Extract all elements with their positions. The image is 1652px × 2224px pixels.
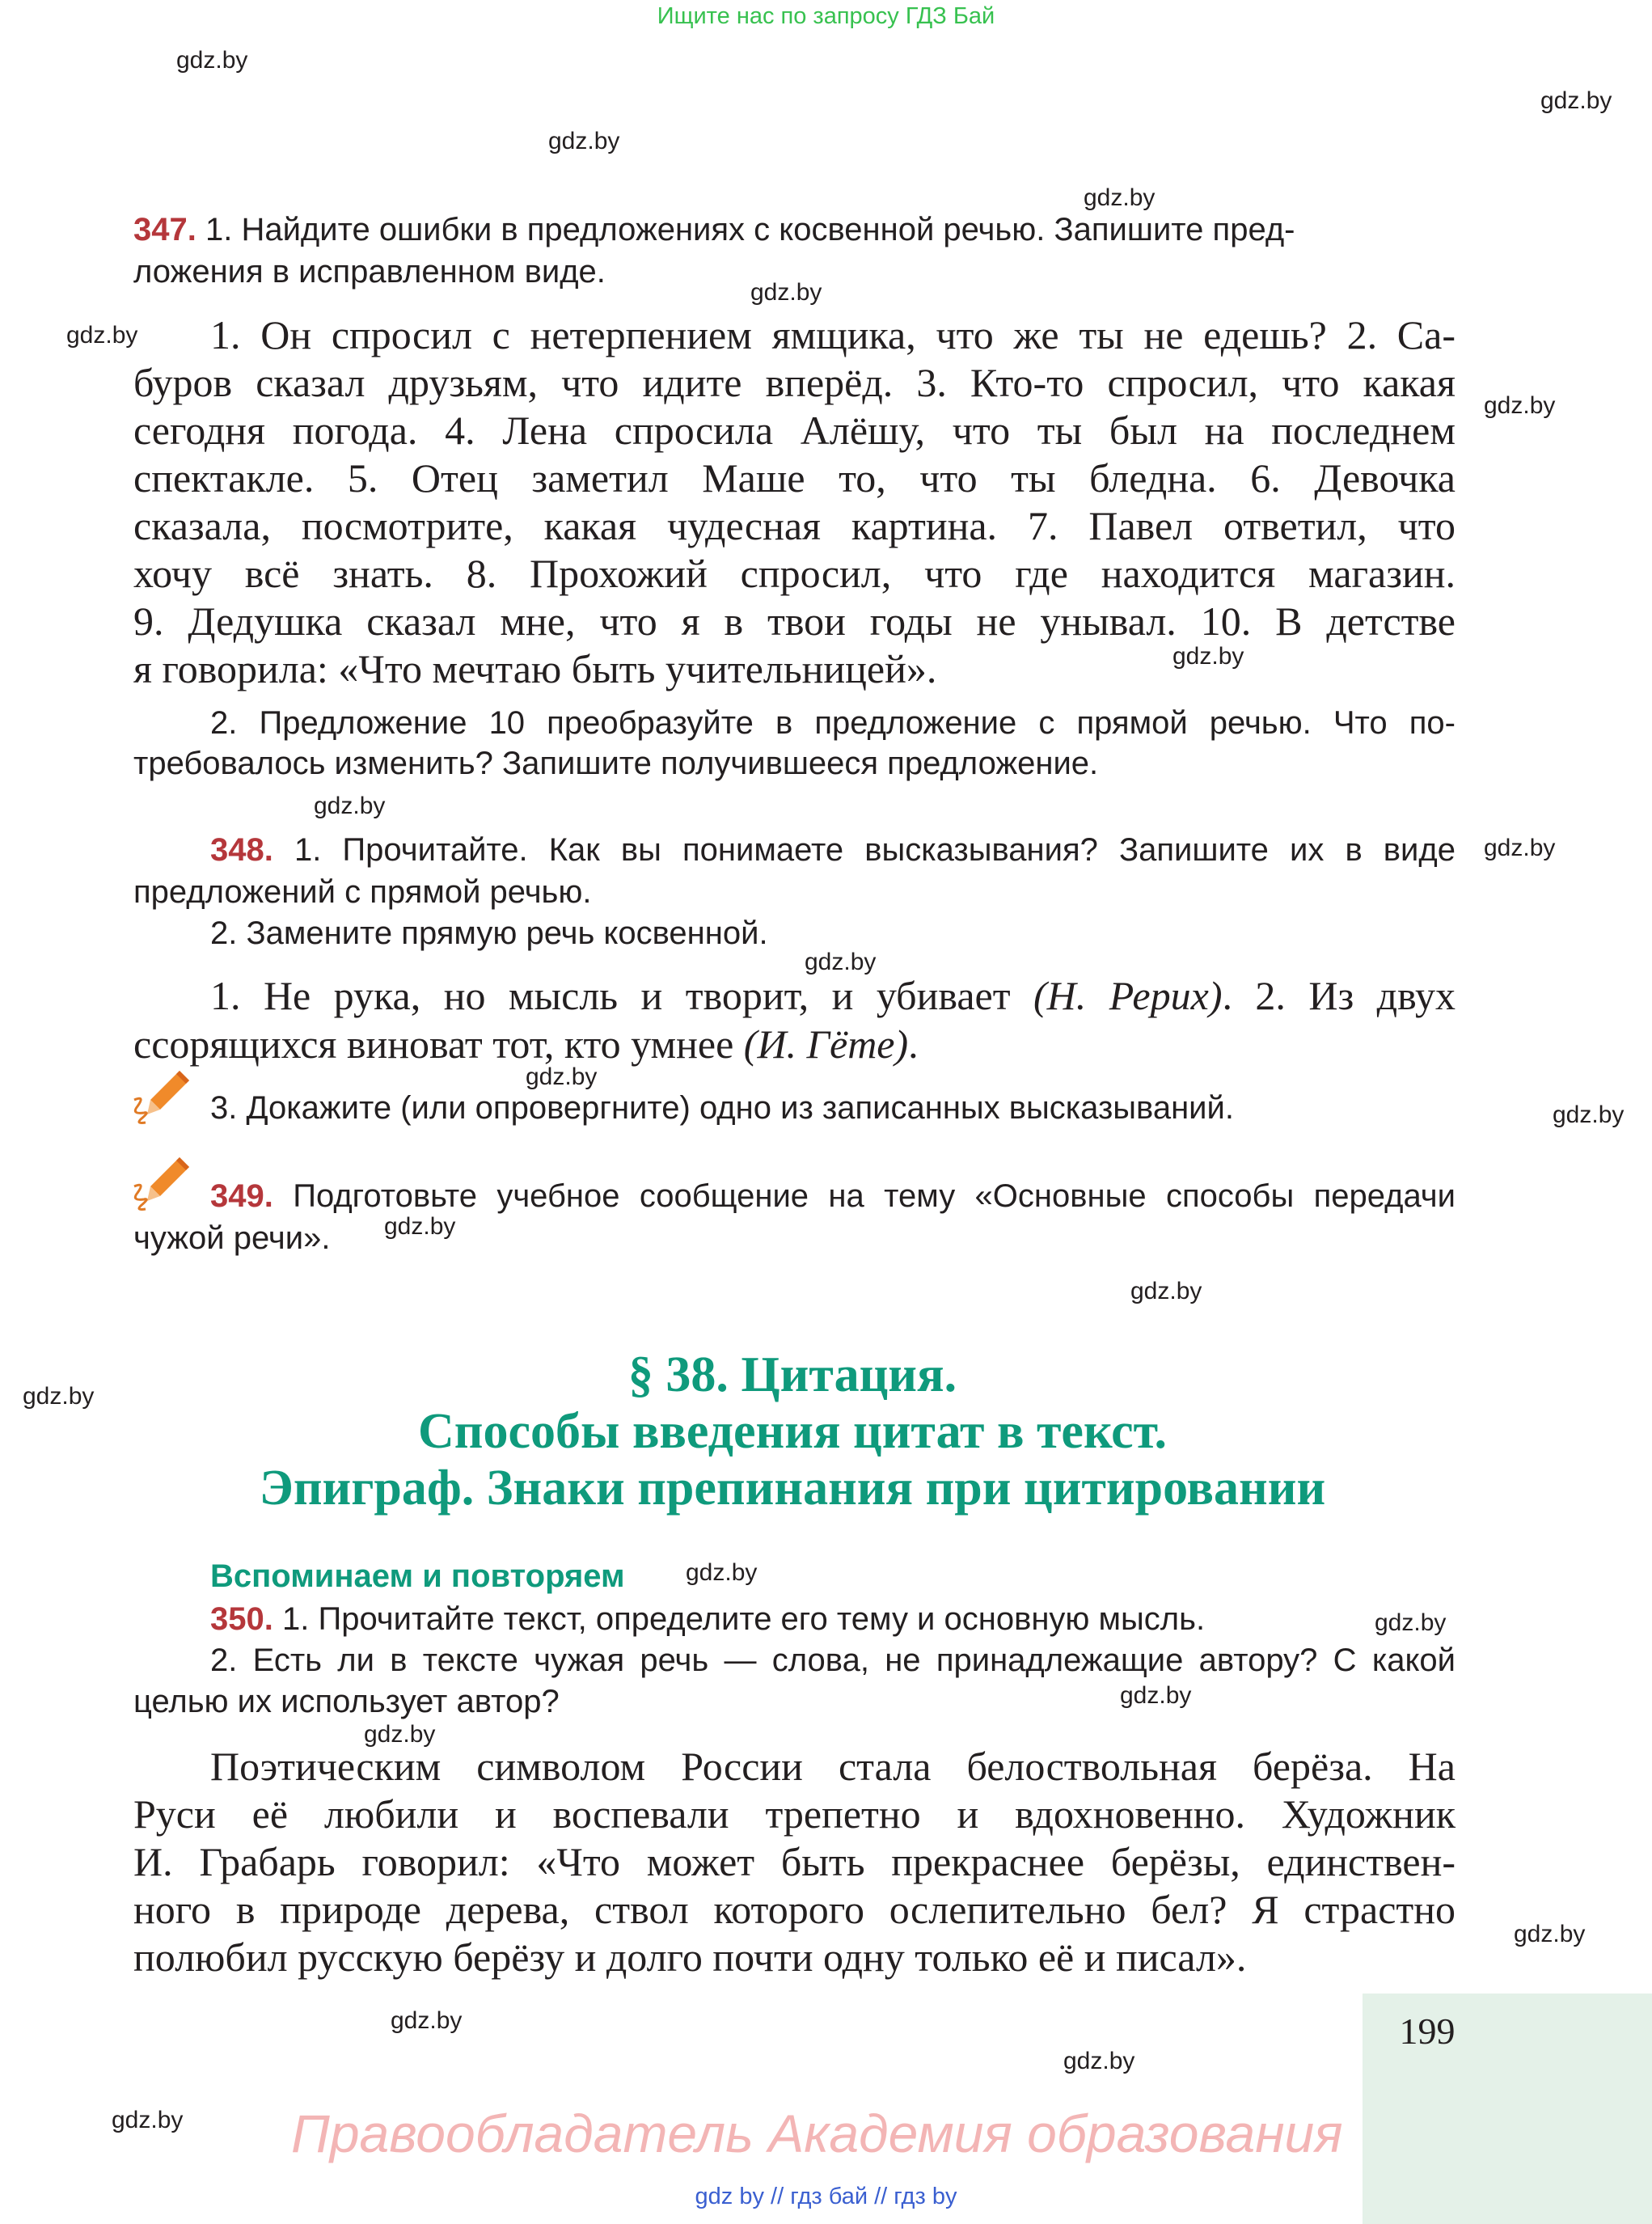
quote-text: . — [908, 1021, 919, 1067]
ex347-task1-line1 — [133, 209, 1456, 251]
watermark: gdz.by — [391, 2007, 463, 2034]
exercise-number: 347. — [133, 212, 196, 247]
watermark: gdz.by — [526, 1063, 598, 1090]
task-text: 1. Прочитайте текст, определите его тему и основную мысль. — [273, 1601, 1206, 1637]
ex347-task2-line2: требовалось изменить? Запишите получившееся предложение. — [133, 746, 1099, 781]
watermark: gdz.by — [750, 279, 822, 306]
text-line: сегодня погода. 4. Лена спросила Алёшу, что ты был на последнем — [133, 408, 1456, 453]
watermark: gdz.by — [66, 322, 138, 349]
watermark: gdz.by — [112, 2107, 184, 2133]
section-heading-line3: Эпиграф. Знаки препинания при цитировании — [259, 1461, 1326, 1516]
exercise-number: 349. — [210, 1178, 273, 1214]
text-line: Поэтическим символом России стала белоствольная берёза. На — [210, 1744, 1456, 1789]
page-number: 199 — [1399, 2010, 1456, 2052]
text-line: 9. Дедушка сказал мне, что я в твои годы не унывал. 10. В детстве — [133, 598, 1456, 644]
ex349-line1 — [210, 1175, 1456, 1217]
watermark: gdz.by — [1484, 392, 1556, 419]
watermark: gdz.by — [1514, 1921, 1586, 1947]
pencil-icon — [129, 1066, 194, 1131]
ex348-task2: 2. Замените прямую речь косвенной. — [210, 915, 768, 951]
watermark: gdz.by — [364, 1721, 436, 1748]
top-banner[interactable]: Ищите нас по запросу ГДЗ Бай — [657, 3, 995, 29]
exercise-number: 348. — [210, 832, 273, 868]
watermark: gdz.by — [1553, 1101, 1625, 1128]
text-line: я говорила: «Что мечтаю быть учительницей». — [133, 646, 937, 691]
section-heading-line2: Способы введения цитат в текст. — [418, 1404, 1167, 1459]
watermark: gdz.by — [1120, 1682, 1192, 1709]
watermark: gdz.by — [1084, 184, 1156, 211]
ex348-task3: 3. Докажите (или опровергните) одно из записанных высказываний. — [210, 1090, 1234, 1126]
text-line: полюбил русскую берёзу и долго почти одну только её и писал». — [133, 1934, 1247, 1980]
quote-text: . 2. Из двух — [1222, 973, 1456, 1018]
text-line: И. Грабарь говорил: «Что может быть прекраснее берёзы, единствен- — [133, 1839, 1456, 1884]
bottom-links[interactable]: gdz by // гдз бай // гдз by — [695, 2184, 957, 2209]
task-text: 1. Найдите ошибки в предложениях с косвенной речью. Запишите пред- — [196, 212, 1295, 247]
watermark: gdz.by — [1375, 1609, 1447, 1636]
quote-text: ссорящихся виноват тот, кто умнее — [133, 1021, 744, 1067]
section-heading-line1: § 38. Цитация. — [627, 1347, 957, 1402]
watermark: gdz.by — [176, 47, 248, 74]
ex350-text — [133, 1743, 1456, 1981]
text-line: 1. Он спросил с нетерпением ямщика, что же ты не едешь? 2. Са- — [210, 312, 1456, 357]
ex350-task2-line2: целью их использует автор? — [133, 1684, 560, 1719]
text-line: ного в природе дерева, ствол которого ослепительно бел? Я страстно — [133, 1887, 1456, 1932]
exercise-number: 350. — [210, 1601, 273, 1637]
text-line: буров сказал друзьям, что идите вперёд. 3. Кто-то спросил, что какая — [133, 360, 1456, 405]
pencil-icon — [129, 1152, 194, 1217]
ex350-task2-line1: 2. Есть ли в тексте чужая речь — слова, не принадлежащие автору? С какой — [210, 1643, 1456, 1678]
watermark: gdz.by — [1540, 87, 1612, 114]
watermark: gdz.by — [805, 949, 877, 975]
text-line: спектакле. 5. Отец заметил Маше то, что ты бледна. 6. Девочка — [133, 455, 1456, 501]
watermark: gdz.by — [686, 1559, 758, 1586]
ex350-task1 — [210, 1598, 1456, 1640]
quote-author: (И. Гёте) — [743, 1021, 909, 1067]
watermark: gdz.by — [1484, 835, 1556, 861]
ex347-task1-line2: ложения в исправленном виде. — [133, 254, 606, 290]
task-text: Подготовьте учебное сообщение на тему «Основные способы передачи — [273, 1178, 1456, 1214]
quote-text: 1. Не рука, но мысль и творит, и убивает — [210, 973, 1033, 1018]
ex348-quote-line1 — [210, 972, 1456, 1020]
watermark: gdz.by — [1130, 1278, 1202, 1304]
watermark: gdz.by — [1063, 2048, 1135, 2074]
watermark: gdz.by — [548, 128, 620, 154]
text-line: Руси её любили и воспевали трепетно и вдохновенно. Художник — [133, 1791, 1456, 1837]
text-line: сказала, посмотрите, какая чудесная картина. 7. Павел ответил, что — [133, 503, 1456, 548]
copyright-watermark: Правообладатель Академия образования — [291, 2103, 1343, 2163]
text-line: хочу всё знать. 8. Прохожий спросил, что где находится магазин. — [133, 551, 1456, 596]
watermark: gdz.by — [23, 1383, 95, 1410]
task-text: 1. Прочитайте. Как вы понимаете высказывания? Запишите их в виде — [273, 832, 1456, 868]
ex347-text — [133, 311, 1456, 693]
watermark: gdz.by — [314, 793, 386, 819]
ex348-task1-line1 — [210, 829, 1456, 871]
watermark: gdz.by — [384, 1213, 456, 1240]
recall-heading: Вспоминаем и повторяем — [210, 1558, 625, 1594]
ex348-quote-line2 — [133, 1021, 1456, 1068]
watermark: gdz.by — [1172, 643, 1244, 670]
ex349-line2: чужой речи». — [133, 1220, 331, 1256]
quote-author: (Н. Рерих) — [1033, 973, 1223, 1018]
ex348-task1-line2: предложений с прямой речью. — [133, 874, 592, 910]
ex347-task2-line1: 2. Предложение 10 преобразуйте в предложение с прямой речью. Что по- — [210, 705, 1456, 741]
